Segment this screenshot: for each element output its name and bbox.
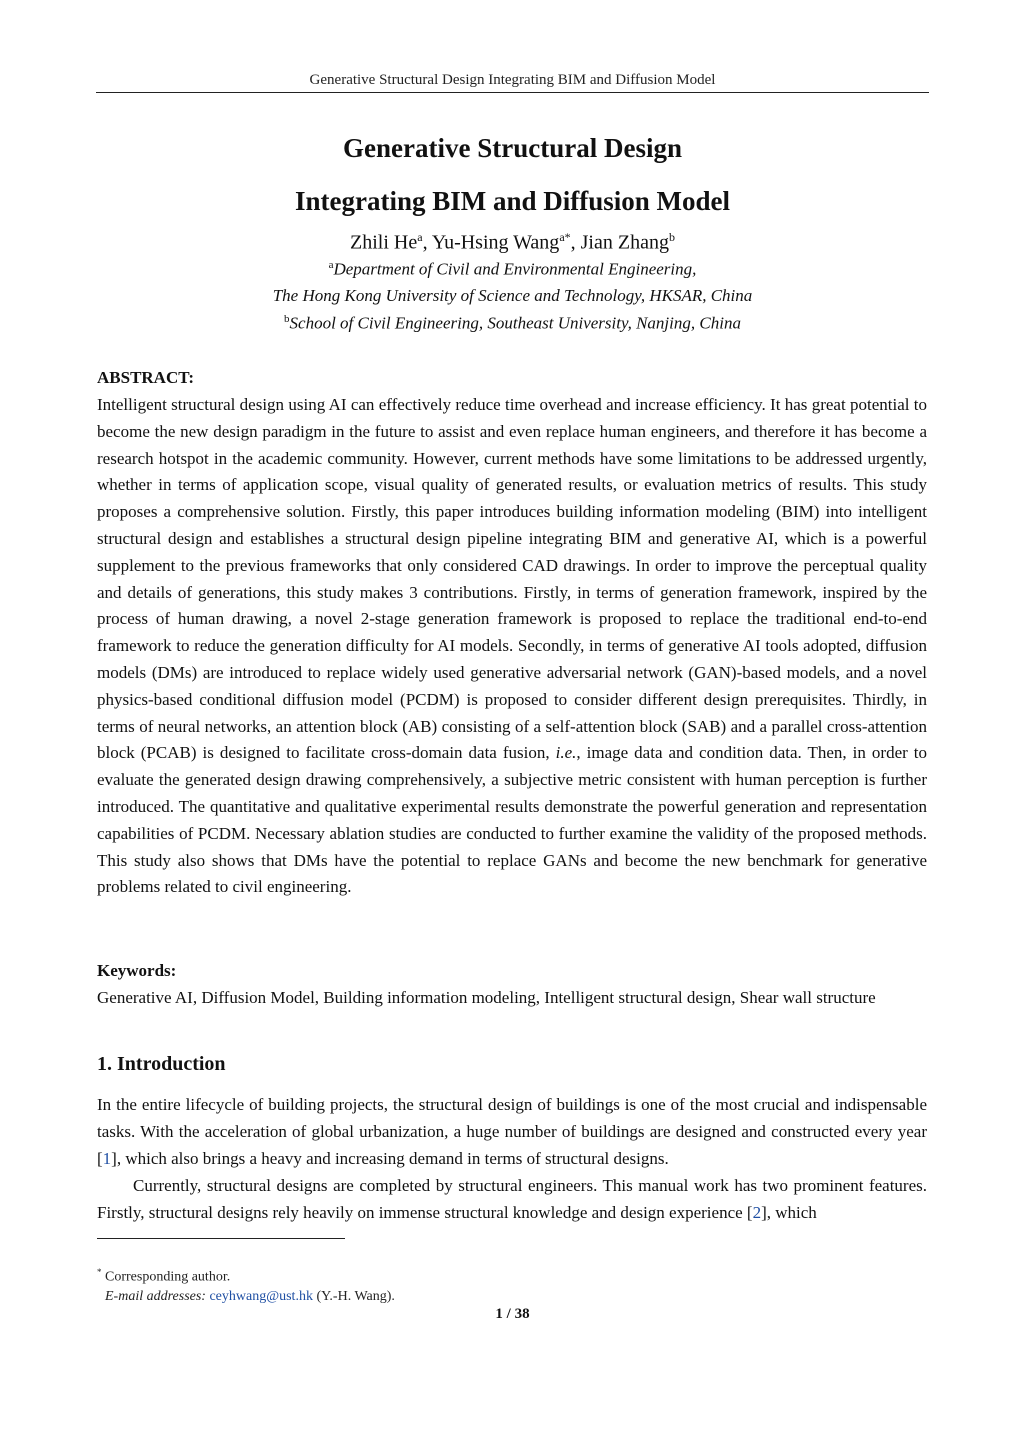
abstract-body (97, 392, 927, 901)
keywords-body: Generative AI, Diffusion Model, Building information modeling, Intelligent structural design, Shear wall structure (97, 988, 876, 1007)
email-label: E-mail addresses: (105, 1289, 206, 1304)
author-affiliation-mark: a (417, 230, 423, 244)
paper-title-line-1: Generative Structural Design (343, 133, 682, 163)
footnote-text: Corresponding author. (101, 1269, 231, 1285)
email-owner: (Y.-H. Wang). (312, 1289, 395, 1304)
affiliation-a-line-2: The Hong Kong University of Science and Technology, HKSAR, China (272, 286, 753, 305)
paper-title-line-2: Integrating BIM and Diffusion Model (294, 186, 731, 216)
footnote-mark: * (97, 1267, 102, 1277)
paragraph-text: ], which also brings a heavy and increasing demand in terms of structural designs. (111, 1148, 669, 1168)
abstract-label: ABSTRACT: (97, 368, 194, 387)
paragraph-text: Currently, structural designs are completed by structural engineers. This manual work has two prominent features. Firstly, structural designs rely heavily on immense structural knowledge and design experience [ (97, 1176, 927, 1222)
abstract-ie: i.e. (555, 743, 577, 763)
header-rule (96, 92, 929, 93)
affiliation-text: School of Civil Engineering, Southeast University, Nanjing, China (289, 313, 741, 333)
author-separator: , (570, 231, 581, 254)
citation-link[interactable]: 2 (752, 1202, 762, 1222)
author-affiliation-mark: b (668, 230, 675, 244)
introduction-heading: 1. Introduction (97, 1053, 226, 1075)
abstract-text: , image data and condition data. Then, in order to evaluate the generated design drawing comprehensively, a subjective metric consistent with human perception is further introduced. The quantitative and qualitative experimental results demonstrate the powerful generation and representation capabilities of PCDM. Necessary ablation studies are conducted to further examine the validity of the proposed methods. This study also shows that DMs have the potential to replace GANs and become the new benchmark for generative problems related to civil engineering. (97, 743, 927, 897)
introduction-paragraph-1 (97, 1092, 927, 1172)
author-name: Zhili He (350, 231, 418, 254)
affiliation-a-line-1 (96, 259, 929, 280)
citation-link[interactable]: 1 (102, 1148, 112, 1168)
author-list (96, 230, 929, 255)
author-name: Yu-Hsing Wang (431, 231, 560, 254)
footnote-email (105, 1289, 395, 1305)
introduction-paragraph-2 (97, 1173, 927, 1227)
email-link[interactable]: ceyhwang@ust.hk (209, 1289, 313, 1304)
affiliation-b-line-1 (96, 313, 929, 334)
affiliation-mark: a (328, 259, 334, 271)
footnote-rule (97, 1238, 345, 1239)
author-name: Jian Zhang (580, 231, 669, 254)
keywords-label: Keywords: (97, 961, 177, 980)
footnote-corresponding (97, 1267, 230, 1286)
affiliation-mark: b (284, 313, 290, 325)
abstract-text: Intelligent structural design using AI can effectively reduce time overhead and increase efficiency. It has great potential to become the new design paradigm in the future to assist and even replace human engineers, and therefore it has become a research hotspot in the academic community. However, current methods have some limitations to be addressed urgently, whether in terms of application scope, visual quality of generated results, or evaluation metrics of results. This study proposes a comprehensive solution. Firstly, this paper introduces building information modeling (BIM) into intelligent structural design and establishes a structural design pipeline integrating BIM and generative AI, which is a powerful supplement to the previous frameworks that only considered CAD drawings. In order to improve the perceptual quality and details of generations, this study makes 3 contributions. Firstly, in terms of generation framework, inspired by the process of human drawing, a novel 2-stage generation framework is proposed to replace the traditional end-to-end framework to reduce the generation difficulty for AI models. Secondly, in terms of generative AI tools adopted, diffusion models (DMs) are introduced to replace widely used generative adversarial network (GAN)-based models, and a novel physics-based conditional diffusion model (PCDM) is proposed to consider different design prerequisites. Thirdly, in terms of neural networks, an attention block (AB) consisting of a self-attention block (SAB) and a parallel cross-attention block (PCAB) is designed to facilitate cross-domain data fusion, (97, 395, 927, 763)
paragraph-text: In the entire lifecycle of building projects, the structural design of buildings is one of the most crucial and indispensable tasks. With the acceleration of global urbanization, a huge number of buildings are designed and constructed every year [ (97, 1095, 927, 1168)
running-header: Generative Structural Design Integrating BIM and Diffusion Model (309, 72, 716, 88)
page-number: 1 / 38 (495, 1306, 530, 1322)
author-affiliation-mark: a* (559, 230, 571, 244)
author-separator: , (422, 231, 432, 254)
affiliation-text: Department of Civil and Environmental Engineering, (333, 259, 697, 279)
paragraph-text: ], which (761, 1202, 817, 1222)
